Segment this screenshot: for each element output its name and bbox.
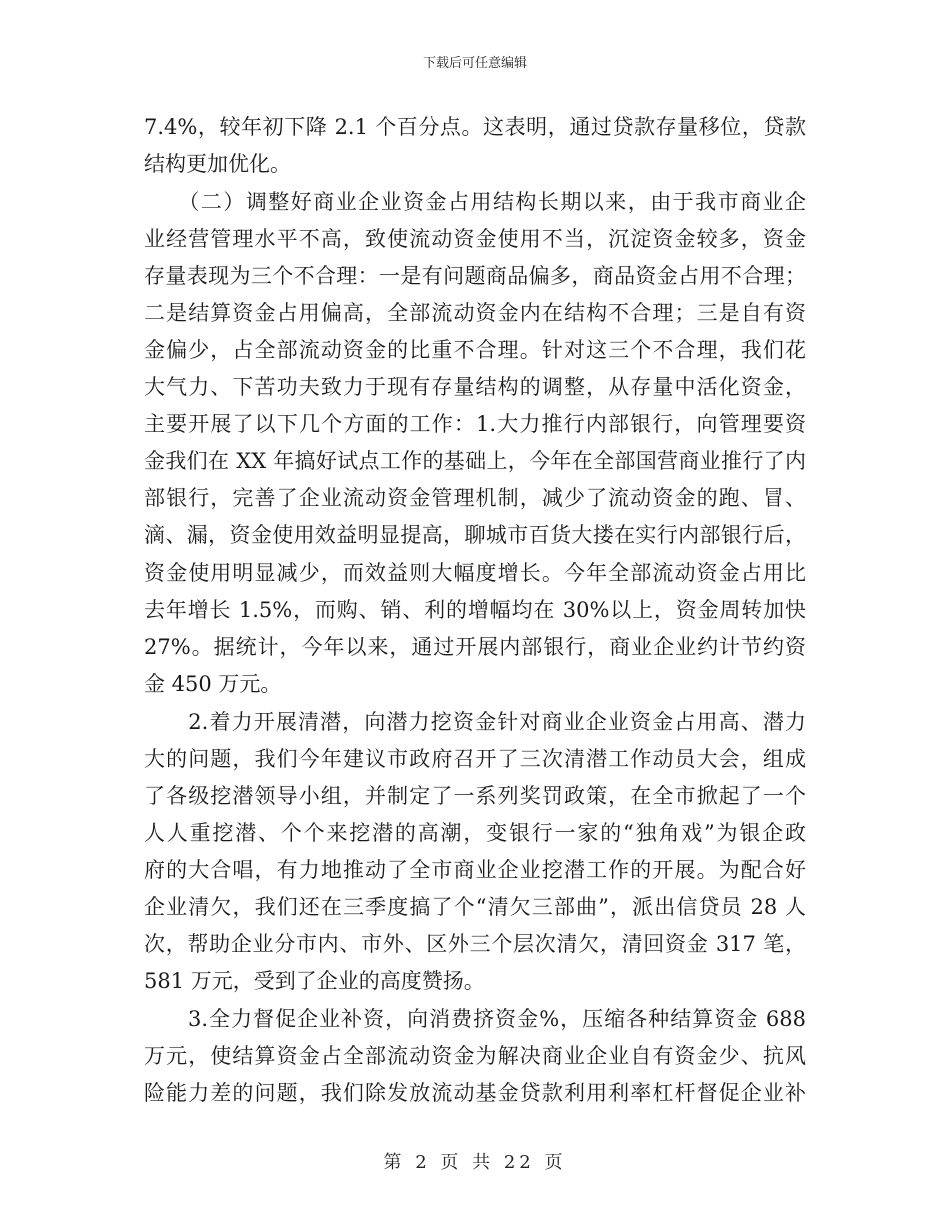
page-header: 下载后可任意编辑 — [422, 56, 527, 71]
text-line: 大气力、下苦功夫致力于现有存量结构的调整，从存量中活化资金， — [144, 375, 806, 399]
text-line: 业经营管理水平不高，致使流动资金使用不当，沉淀资金较多，资金 — [144, 227, 806, 251]
text-line: 2.着力开展清潜，向潜力挖资金针对商业企业资金占用高、潜力 — [144, 710, 806, 734]
text-line: 险能力差的问题，我们除发放流动基金贷款利用利率杠杆督促企业补 — [144, 1081, 806, 1105]
text-line: 主要开展了以下几个方面的工作：1.大力推行内部银行，向管理要资 — [144, 412, 806, 436]
text-line: 结构更加优化。 — [144, 152, 291, 176]
text-line: 存量表现为三个不合理：一是有问题商品偏多，商品资金占用不合理； — [144, 264, 806, 288]
text-line: 7.4%，较年初下降 2.1 个百分点。这表明，通过贷款存量移位，贷款 — [144, 115, 806, 139]
text-line: 人人重挖潜、个个来挖潜的高潮，变银行一家的“独角戏”为银企政 — [144, 821, 806, 845]
text-line: 去年增长 1.5%，而购、销、利的增幅均在 30%以上，资金周转加快 — [144, 598, 806, 622]
text-line: 企业清欠，我们还在三季度搞了个“清欠三部曲”，派出信贷员 28 人 — [144, 895, 806, 919]
text-line: 资金使用明显减少，而效益则大幅度增长。今年全部流动资金占用比 — [144, 561, 806, 585]
text-line: 金 450 万元。 — [144, 672, 282, 696]
text-line: 大的问题，我们今年建议市政府召开了三次清潜工作动员大会，组成 — [144, 747, 806, 771]
text-line: 了各级挖潜领导小组，并制定了一系列奖罚政策，在全市掀起了一个 — [144, 784, 806, 808]
text-line: 滴、漏，资金使用效益明显提高，聊城市百货大搂在实行内部银行后， — [144, 523, 806, 547]
text-line: 27%。据统计，今年以来，通过开展内部银行，商业企业约计节约资 — [144, 635, 806, 659]
text-line: 次，帮助企业分市内、市外、区外三个层次清欠，清回资金 317 笔， — [144, 932, 806, 956]
text-line: 金我们在 XX 年搞好试点工作的基础上，今年在全部国营商业推行了内 — [144, 449, 806, 473]
text-line: 3.全力督促企业补资，向消费挤资金%，压缩各种结算资金 688 — [144, 1007, 806, 1031]
text-line: 581 万元，受到了企业的高度赞扬。 — [144, 969, 485, 993]
text-line: 府的大合唱，有力地推动了全市商业企业挖潜工作的开展。为配合好 — [144, 858, 806, 882]
text-line: 部银行，完善了企业流动资金管理机制，减少了流动资金的跑、冒、 — [144, 486, 806, 510]
page-footer: 第 2 页 共 22 页 — [383, 1152, 567, 1173]
text-line: 万元，使结算资金占全部流动资金为解决商业企业自有资金少、抗风 — [144, 1044, 806, 1068]
text-line: 金偏少，占全部流动资金的比重不合理。针对这三个不合理，我们花 — [144, 338, 806, 362]
text-line: 二是结算资金占用偏高，全部流动资金内在结构不合理；三是自有资 — [144, 301, 806, 325]
text-line: （二）调整好商业企业资金占用结构长期以来，由于我市商业企 — [144, 190, 806, 214]
